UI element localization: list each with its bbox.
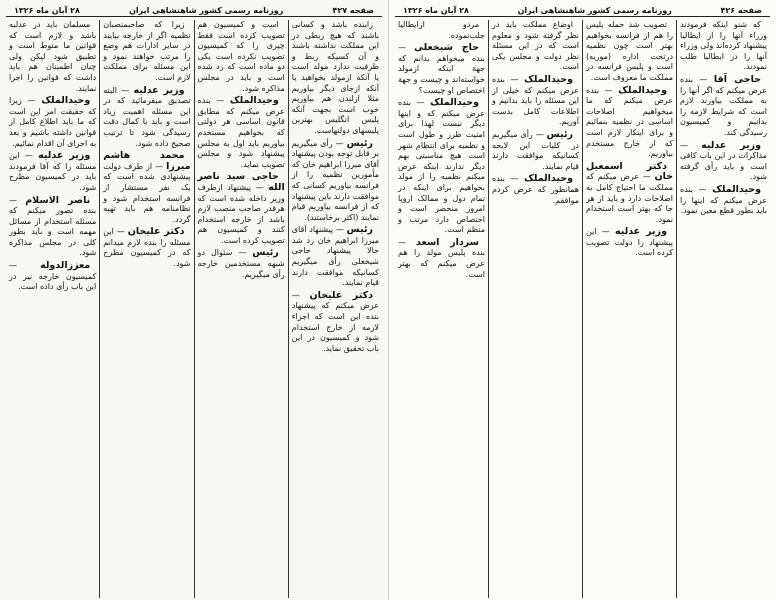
speaker-name: حاجی سید ناصر الله — [197, 171, 285, 193]
text-column — [6, 20, 99, 598]
text-column — [194, 20, 288, 598]
speaker-name: وزیر عدلیه — [133, 84, 185, 96]
page-number: صفحه ۴۲۷ — [332, 5, 374, 15]
paragraph-text: — پیشنهاد ازطرف وزیر داخله شده است که هرقدر صاحب منصب لازم باشد از خارجه استخدام کنند و کمیسیون هم تصویب کرده است. — [197, 182, 285, 245]
speaker-name: وحیدالملک — [524, 73, 574, 85]
speaker-name: محمد هاشم میرزا — [103, 150, 191, 172]
paragraph — [492, 75, 579, 128]
text-column — [488, 20, 582, 598]
paragraph-text: — بنده پلیس مولد را هم عرض میکنم که بهتر است. — [398, 237, 485, 279]
paragraph — [9, 96, 96, 149]
speaker-name: وحیدالملک — [41, 95, 91, 107]
paragraph — [198, 172, 285, 246]
speaker-name: حاج شیخعلی — [414, 42, 479, 54]
speaker-name: رئیس — [546, 128, 573, 140]
text-column — [582, 20, 676, 598]
paragraph — [492, 130, 579, 172]
paragraph — [198, 96, 285, 170]
page-right — [388, 0, 776, 600]
speaker-name: وحیدالملک — [712, 183, 762, 195]
paragraph-text: — بنده عرض میکنم که اگر آنها را به مملکت بیاورند لازم است که شرایط لازمه را بدانیم و کمیسیون رسیدگی کند. — [680, 74, 767, 137]
speaker-name: وحیدالملک — [430, 97, 480, 109]
text-column — [288, 20, 382, 598]
speaker-name: وحیدالملک — [524, 173, 574, 185]
speaker-name: رئیس — [252, 247, 279, 259]
paragraph — [103, 151, 190, 225]
paragraph-text: — از طرف دولت پیشنهادی شده است که یک نفر مستشار از فرانسه استخدام شود و نظامنامه هم باید تهیه گردد. — [103, 161, 191, 224]
speaker-name: حاجی آقا — [713, 73, 762, 85]
issue-date: ۲۸ آبان ماه ۱۳۲۶ — [403, 5, 469, 15]
paragraph — [398, 98, 485, 236]
paragraph-text: — بنده عرض میکنم که اینها را باید بطور قطع معین نمود. — [680, 184, 767, 216]
page-header — [6, 4, 382, 17]
paragraph — [680, 185, 767, 217]
speaker-name: دکتر اسمعیل خان — [586, 160, 673, 183]
paragraph — [586, 86, 673, 160]
paragraph — [292, 139, 379, 224]
paragraph — [292, 20, 379, 137]
paragraph — [9, 20, 96, 94]
paragraph — [103, 86, 190, 150]
paragraph-text: — این پیشنهاد را دولت تصویب کرده است. — [586, 227, 673, 258]
speaker-name: معززالدوله — [40, 260, 91, 272]
paragraph-text: مردو ازایطالیا جلب‌نموده. — [398, 20, 485, 40]
paragraph-text: — بنده عرض میکنم که مطابق قانون اساسی هر دولتی که بخواهیم مستخدم بیاوریم باید اول به مجلس پیشنهاد شود و مجلس تصویب نماید. — [197, 96, 285, 169]
paragraph — [9, 151, 96, 193]
paragraph — [9, 196, 96, 260]
paragraph-text: اوضاع مملکت باید در نظر گرفته شود و معلوم است که در این مسئله نظر دولت و مجلس یکی است. — [492, 20, 579, 72]
paragraph-text: — رأی میگیریم در کلیات این لایحه کسانیکه موافقت دارند قیام نمایند. — [492, 129, 579, 171]
text-column — [395, 20, 488, 598]
paragraph — [398, 20, 485, 41]
paragraph — [680, 75, 767, 139]
text-columns — [6, 20, 382, 598]
text-columns — [395, 20, 770, 598]
speaker-name: رئیس — [346, 137, 374, 149]
speaker-name: سردار اسعد — [415, 236, 479, 248]
paragraph-text: — بنده همانطور که عرض کردم موافقم. — [492, 174, 579, 205]
page-header — [395, 4, 770, 17]
paragraph — [103, 227, 190, 269]
paragraph — [292, 291, 379, 355]
paragraph-text: — بنده عرض میکنم که و اینها دیگر نیست لهذا برای امنیت طرز و طول است و نظمیه برای انتظام شهر است هیچ مناسبتی بهم دیگر ندارند اینکه عرض میکنم نظمیه را از مولد بخواهیم برای اینکه در تمام دول و ممالک اروپا امروز منحصر است و اختصاص دارد مرتب و منظم است. — [398, 98, 485, 235]
paragraph — [586, 20, 673, 84]
paragraph — [586, 162, 673, 226]
newspaper-title: روزنامه رسمی کشور شاهنشاهی ایران — [517, 5, 672, 15]
text-column — [676, 20, 770, 598]
paragraph-text: — سئوال دو شبهه مستخدمین خارجه رأی میگیریم. — [197, 248, 285, 279]
page-number: صفحه ۴۲۶ — [720, 5, 762, 15]
paragraph — [398, 238, 485, 280]
speaker-name: وزیر عدلیه — [701, 139, 762, 151]
paragraph — [198, 20, 285, 94]
paragraph-text: — بنده میخواهم بدانم که جهة اینکه ازمولد خواسته‌اند و چیست و جهة اختصاص او چیست؟ — [398, 43, 485, 95]
paragraph-text: زیرا که صاحبمنصبان نظمیه اگر از خارجه بیایند در سایر ادارات هم وضع را مرتب خواهند نمود و این مسئله برای مملکت لازم است. — [103, 20, 191, 82]
paragraph — [9, 261, 96, 293]
newspaper-title: روزنامه رسمی کشور شاهنشاهی ایران — [129, 5, 284, 15]
paragraph — [398, 43, 485, 96]
paragraph — [292, 225, 379, 289]
paragraph-text: — پیشنهاد آقای میرزا ابراهیم خان رد شد حالا پیشنهاد حاجی شیخعلی رأی میگیریم کسانیکه موافقت دارند قیام نمایند. — [291, 225, 379, 288]
paragraph-text: تصویب شد حمله پلیس را هم از فرانسه بخواهیم بهتر است چون نظمیه درتحت اداره (موریه) است و پلیس فرانسه در مملکت ما معروف است. — [586, 20, 673, 82]
paragraph — [680, 141, 767, 183]
paragraph-text: مسلمان باید در عدلیه باشد و لازم است که قوانین ما منوط است و تطبیق شود لیکن ولی چنان اطمینان هم باید داشت که قوانین را اجرا نمایند. — [9, 20, 97, 93]
paragraph-text: که شنو اینکه فرمودند وزراء آنها را از ایطالیا پیشنهاد کرده‌اند ولی وزراء آنها را در ایطالیا طلب نمودند. — [680, 20, 767, 72]
paragraph-text: — بنده عرض میکنم که خیلی از این مسئله را باید بدانیم و اطلاعات کامل بدست آوریم. — [492, 74, 579, 127]
paragraph-text: — این مسئله را که آقا فرمودند باید در کمیسیون مطرح شود. — [9, 151, 97, 192]
paragraph — [492, 174, 579, 206]
speaker-name: وحیدالملک — [618, 84, 668, 96]
paragraph — [680, 20, 767, 73]
paragraph — [586, 227, 673, 259]
paragraph — [103, 20, 190, 84]
paragraph-text: زاینده باشد و کسانی باشند که هیچ ربطی در این مملکت نداشته باشند و آن کسیکه ربط و طرفیت ندارد مولد است یا آنکه ازمولد بخواهید یا آنکه ازجای دیگر بیاوریم مثلا ازلندن هم بیاوریم خوب است بجهت آنکه پلیس انگلیس بهترین پلیسهای دولتهاست. — [291, 20, 379, 135]
paragraph-text: — البته تصدیق میفرمائید که در این مسئله اهمیت زیاد است و باید با کمال دقت رسیدگی شود تا ترتیب صحیح داده شود. — [103, 85, 191, 148]
speaker-name: ناصر الاسلام — [25, 194, 91, 206]
paragraph — [198, 248, 285, 280]
paragraph-text: — زیرا که حقیقت امر این است که ما باید اطلاع کامل از قوانین داشته باشیم و بعد به اجرای آن اقدام نمائیم. — [9, 96, 97, 148]
issue-date: ۲۸ آبان ماه ۱۳۲۶ — [14, 5, 80, 15]
speaker-name: دکتر علیخان — [309, 289, 373, 301]
paragraph-text: — عرض میکنم که پیشنهاد بنده این است که اجزاء لازمه از خارج استخدام شود و کمیسیون در این باب تحقیق نماید. — [291, 290, 379, 353]
paragraph-text: — بنده تصور میکنم که مسئله استخدام از مسائل مهمه است و باید بطور کلی در مجلس مذاکره شود. — [9, 195, 97, 258]
paragraph-text: است و کمیسیون هم تصویب کرده است فقط چیزی را که کمیسیون تصویب نکرده است یکی دو ماده است که رد شده است و باید در مجلس مذاکره شود. — [197, 20, 285, 93]
paragraph-text: — رأی میگیریم بر قابل توجه بودن پیشنهاد آقای میرزا ابراهیم خان که مأمورین نظمیه را از فرانسه بیاوریم کسانی که موافقت دارند باین پیشنهاد که از فرانسه بیاوریم قیام نمایند (اکثر برخاستند). — [291, 138, 379, 222]
text-column — [99, 20, 193, 598]
paragraph-text: — کمیسیون خارجه نیز در این باب رأی داده است. — [9, 261, 97, 292]
speaker-name: وحیدالملک — [229, 95, 279, 107]
speaker-name: وزیر عدلیه — [38, 150, 91, 162]
paragraph-text: — عرض میکنم که مملکت ما احتیاج کامل به اصلاحات دارد و باید از هر جا که بهتر است استخدام نمود. — [586, 172, 673, 224]
speaker-name: وزیر عدلیه — [614, 226, 667, 238]
speaker-name: رئیس — [346, 224, 373, 236]
paragraph-text: — بنده عرض میکنم که ما میخواهیم اصلاحات اساسی در نظمیه بنمائیم و برای اینکار لازم است که از خارج مستخدم بیاوریم. — [586, 85, 673, 159]
paragraph-text: — این مسئله را بنده لازم میدانم که در کمیسیون مطرح شود. — [103, 227, 191, 269]
speaker-name: دکتر علیخان — [127, 226, 185, 238]
paragraph — [492, 20, 579, 73]
paragraph-text: — مذاکرات در این باب کافی است و باید رأی گرفته شود. — [680, 140, 767, 182]
